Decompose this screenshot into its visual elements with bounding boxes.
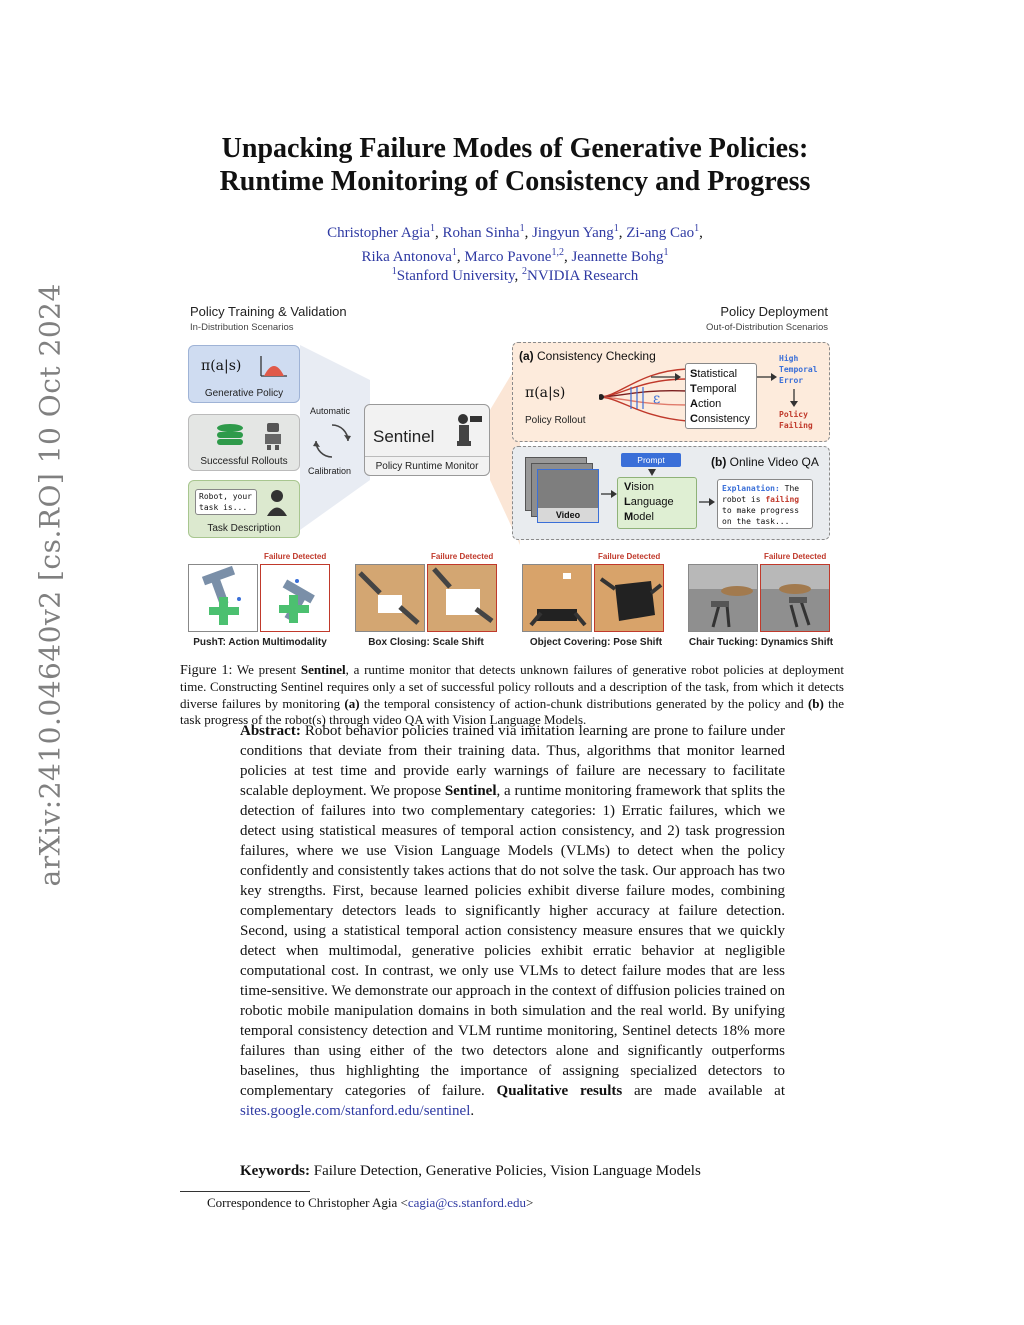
author-link[interactable]: Rohan Sinha$^1$ [442, 223, 525, 241]
video-label: Video [538, 508, 598, 522]
left-section-title: Policy Training & Validation [190, 304, 347, 319]
task-label-object-covering: Object Covering: Pose Shift [529, 637, 663, 648]
generative-policy-box [188, 345, 300, 403]
pusht-failure-thumbnail [260, 564, 330, 632]
vlm-arrow-icon [699, 497, 715, 507]
keywords: Keywords: Failure Detection, Generative Policies, Vision Language Models [240, 1163, 701, 1179]
policy-rollout-label: Policy Rollout [525, 415, 586, 426]
high-temporal-error: High Temporal Error [779, 354, 818, 385]
person-icon [265, 487, 289, 517]
author-link[interactable]: Christopher Agia$^1$ [327, 223, 435, 241]
footnote-rule [180, 1191, 310, 1192]
video-frame [537, 469, 599, 523]
sentinel-sublabel: Policy Runtime Monitor [375, 461, 479, 472]
figure-caption: Figure 1: We present Sentinel, a runtime monitor that detects unknown failures of generative robot policies at deployment time. Constructing Sentinel requires only a set of successful policy rollouts and a description of the task, from which it detects diverse failures by monitoring (a) the temporal consistency of action-chunk distributions generated by the policy and (b) the task progress of the robot(s) through video QA with Vision Language Models. [180, 662, 845, 727]
task-label-pusht: PushT: Action Multimodality [193, 637, 327, 648]
right-section-subtitle: Out-of-Distribution Scenarios [706, 322, 828, 333]
sentinel-robot-icon [451, 411, 485, 449]
arrow-to-error-icon [757, 371, 777, 383]
chair-tucking-failure-thumbnail [760, 564, 830, 632]
task-label-chair-tucking: Chair Tucking: Dynamics Shift [688, 637, 834, 648]
successful-rollouts-box [188, 414, 300, 471]
abstract: Abstract: Robot behavior policies trained via imitation learning are prone to failure under conditions that deviate from their training data. Thus, algorithms that monitor learned policies at test time and provide early warnings of failure are necessary to facilitate scalable deployment. We propose Sentinel, a runtime monitoring framework that splits the detection of failures into two complementary categories: 1) Erratic failures, which we detect using statistical measures of temporal action consistency, and 2) task progression failures, where we use Vision Language Models (VLMs) to detect when the policy confidently and consistently takes actions that do not solve the task. Our approach has two key strengths. First, because learned policies exhibit diverse failure modes, combining complementary detectors leads to significantly higher accuracy at failure detection. Second, using a statistical temporal action consistency measure ensures that we quickly detect when multimodal, generative policies exhibit erratic behavior at negligible computational cost. In contrast, we only use VLMs to detect failure modes that are less time-sensitive. We demonstrate our approach in the context of diffusion policies trained on robotic mobile manipulation domains in both simulation and the real world. By unifying temporal consistency detection and VLM runtime monitoring, Sentinel detects 18% more failures than using either of the two detectors alone and significantly outperforms baselines, thus highlighting the importance of assigning specialized detectors to complementary categories of failure. Qualitative results are made available at sites.google.com/stanford.edu/sentinel. [240, 723, 786, 1119]
down-arrow-icon [789, 389, 799, 407]
prompt-arrow-icon [647, 467, 657, 477]
title-line-1: Unpacking Failure Modes of Generative Policies: [221, 133, 809, 164]
automatic-label: Automatic [310, 406, 351, 416]
correspondence-footnote: Correspondence to Christopher Agia <cagia@cs.stanford.edu> [207, 1195, 534, 1210]
email-link[interactable]: cagia@cs.stanford.edu [407, 1195, 526, 1210]
sentinel-label: Sentinel [373, 427, 435, 446]
policy-formula: π(a|s) [201, 358, 242, 374]
stac-box: Statistical Temporal Action Consistency [685, 363, 757, 429]
video-arrow-icon [601, 489, 617, 499]
vlm-box: Vision Language Model [617, 477, 697, 529]
left-section-subtitle: In-Distribution Scenarios [190, 322, 294, 333]
task-description-box [188, 480, 300, 538]
author-link[interactable]: Rika Antonova$^1$ [361, 247, 457, 265]
task-label-box-closing: Box Closing: Scale Shift [368, 637, 484, 648]
author-link[interactable]: Jeannette Bohg$^1$ [571, 247, 669, 265]
explanation-box: Explanation: The robot is failing to make progress on the task... [717, 479, 813, 529]
arxiv-identifier: arXiv:2410.04640v2 [cs.RO] 10 Oct 2024 [33, 283, 67, 887]
right-section-title: Policy Deployment [720, 304, 828, 319]
object-covering-failure-thumbnail [594, 564, 664, 632]
failure-detected-label: Failure Detected [764, 552, 827, 561]
cycle-arrows-icon [313, 422, 351, 460]
rollout-policy-formula: π(a|s) [525, 385, 566, 401]
task-description-label: Task Description [207, 523, 281, 534]
pusht-nominal-thumbnail [188, 564, 258, 632]
panel-a-title: (a) Consistency Checking [519, 349, 656, 363]
project-website-link[interactable]: sites.google.com/stanford.edu/sentinel [240, 1103, 471, 1119]
calibration-label: Calibration [308, 466, 352, 476]
task-speech-bubble: Robot, your task is... [195, 489, 257, 515]
consistency-checking-panel [512, 342, 830, 442]
generative-policy-label: Generative Policy [204, 388, 284, 399]
failure-detected-label: Failure Detected [598, 552, 661, 561]
paper-title [150, 132, 880, 198]
prompt-badge: Prompt [621, 453, 681, 467]
author-list: Christopher Agia$^1$, Rohan Sinha$^1$, Jingyun Yang$^1$, Zi-ang Cao$^1$, Rika Antonova$^1$, Marco Pavone$^{1,2}$, Jeannette Bohg$^1$ [327, 223, 703, 265]
author-link[interactable]: Zi-ang Cao$^1$ [626, 223, 700, 241]
figure-1 [180, 300, 844, 656]
failure-detected-label: Failure Detected [431, 552, 494, 561]
robot-icon [261, 421, 285, 451]
failure-detected-label: Failure Detected [264, 552, 327, 561]
chair-tucking-nominal-thumbnail [688, 564, 758, 632]
policy-failing: Policy Failing [779, 410, 813, 430]
author-link[interactable]: Jingyun Yang$^1$ [532, 223, 619, 241]
successful-rollouts-label: Successful Rollouts [200, 456, 288, 467]
database-icon [215, 423, 245, 451]
panel-b-title: (b) Online Video QA [711, 455, 819, 469]
title-line-2: Runtime Monitoring of Consistency and Progress [219, 166, 811, 197]
arrow-to-stac-icon [651, 371, 681, 383]
object-covering-nominal-thumbnail [522, 564, 592, 632]
distribution-icon [259, 354, 289, 378]
sentinel-box [364, 404, 490, 476]
author-link[interactable]: Marco Pavone$^{1,2}$ [464, 247, 564, 265]
video-qa-panel [512, 446, 830, 540]
box-closing-failure-thumbnail [427, 564, 497, 632]
box-closing-nominal-thumbnail [355, 564, 425, 632]
epsilon-symbol: ε [653, 391, 661, 407]
affiliations: $^1$Stanford University, $^2$NVIDIA Research [391, 266, 639, 284]
